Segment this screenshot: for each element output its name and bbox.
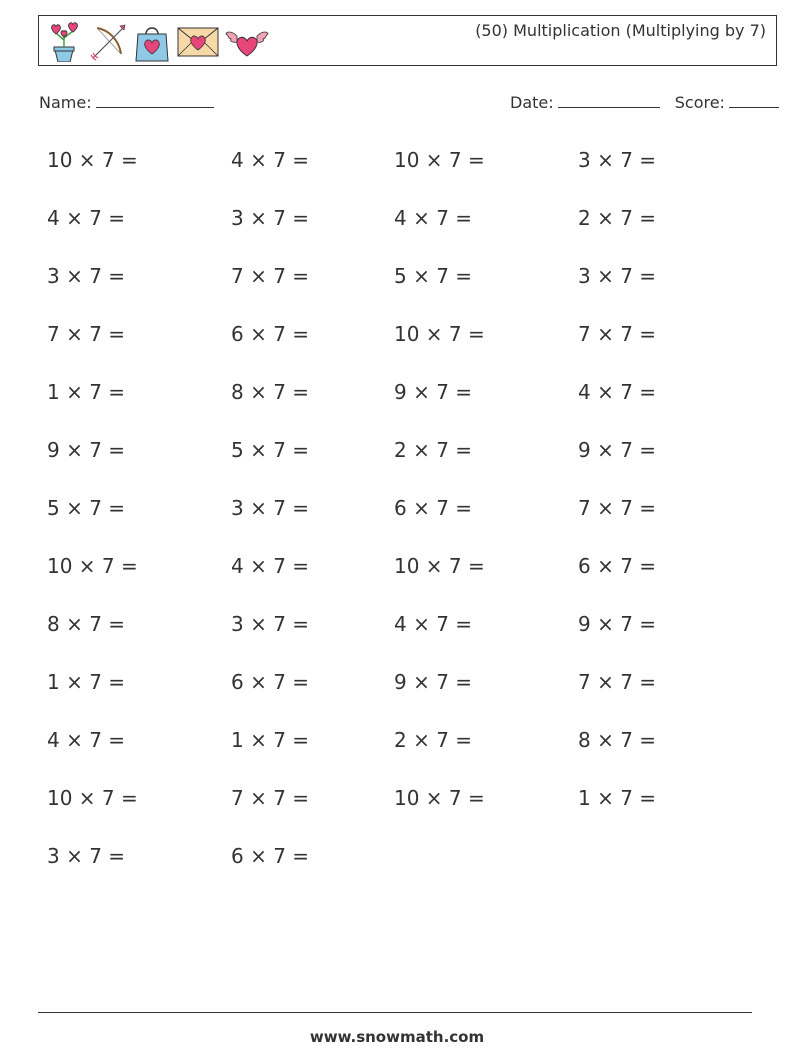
score-label: Score: <box>674 93 725 112</box>
footer-divider <box>38 1012 752 1013</box>
problem-item: 3 × 7 = <box>578 148 657 172</box>
problem-item: 1 × 7 = <box>231 728 310 752</box>
problem-item: 10 × 7 = <box>47 554 138 578</box>
problem-item: 3 × 7 = <box>47 844 126 868</box>
problem-item: 4 × 7 = <box>578 380 657 404</box>
problem-item: 4 × 7 = <box>47 206 126 230</box>
problem-item: 7 × 7 = <box>578 322 657 346</box>
problem-item: 8 × 7 = <box>578 728 657 752</box>
problem-item: 4 × 7 = <box>231 554 310 578</box>
name-label: Name: <box>39 93 92 112</box>
problem-item: 1 × 7 = <box>47 670 126 694</box>
problem-item: 9 × 7 = <box>578 438 657 462</box>
problem-item: 4 × 7 = <box>47 728 126 752</box>
problem-item: 1 × 7 = <box>47 380 126 404</box>
problem-item: 9 × 7 = <box>394 670 473 694</box>
problem-item: 4 × 7 = <box>394 612 473 636</box>
problem-item: 1 × 7 = <box>578 786 657 810</box>
problem-item: 6 × 7 = <box>394 496 473 520</box>
footer-website: www.snowmath.com <box>309 1028 485 1046</box>
problem-item: 10 × 7 = <box>394 322 485 346</box>
problem-item: 7 × 7 = <box>578 670 657 694</box>
problem-item: 6 × 7 = <box>578 554 657 578</box>
problem-item: 4 × 7 = <box>231 148 310 172</box>
problem-item: 3 × 7 = <box>231 612 310 636</box>
problem-item: 3 × 7 = <box>231 496 310 520</box>
worksheet-title: (50) Multiplication (Multiplying by 7) <box>475 21 766 40</box>
problem-item: 7 × 7 = <box>231 786 310 810</box>
problem-item: 8 × 7 = <box>47 612 126 636</box>
problem-item: 4 × 7 = <box>394 206 473 230</box>
problem-item: 10 × 7 = <box>47 786 138 810</box>
problem-item: 7 × 7 = <box>231 264 310 288</box>
problem-item: 3 × 7 = <box>231 206 310 230</box>
problem-item: 7 × 7 = <box>578 496 657 520</box>
problem-item: 2 × 7 = <box>394 728 473 752</box>
problem-item: 9 × 7 = <box>47 438 126 462</box>
problem-item: 9 × 7 = <box>578 612 657 636</box>
problem-item: 10 × 7 = <box>394 786 485 810</box>
problem-item: 2 × 7 = <box>394 438 473 462</box>
problem-item: 6 × 7 = <box>231 670 310 694</box>
problem-item: 3 × 7 = <box>578 264 657 288</box>
date-label: Date: <box>510 93 554 112</box>
problem-item: 10 × 7 = <box>394 554 485 578</box>
problem-item: 10 × 7 = <box>47 148 138 172</box>
problem-item: 2 × 7 = <box>578 206 657 230</box>
problem-item: 5 × 7 = <box>231 438 310 462</box>
problem-item: 6 × 7 = <box>231 844 310 868</box>
problem-item: 3 × 7 = <box>47 264 126 288</box>
problem-item: 10 × 7 = <box>394 148 485 172</box>
problem-item: 8 × 7 = <box>231 380 310 404</box>
problem-item: 6 × 7 = <box>231 322 310 346</box>
problem-item: 7 × 7 = <box>47 322 126 346</box>
problem-item: 5 × 7 = <box>47 496 126 520</box>
problem-item: 5 × 7 = <box>394 264 473 288</box>
problem-item: 9 × 7 = <box>394 380 473 404</box>
